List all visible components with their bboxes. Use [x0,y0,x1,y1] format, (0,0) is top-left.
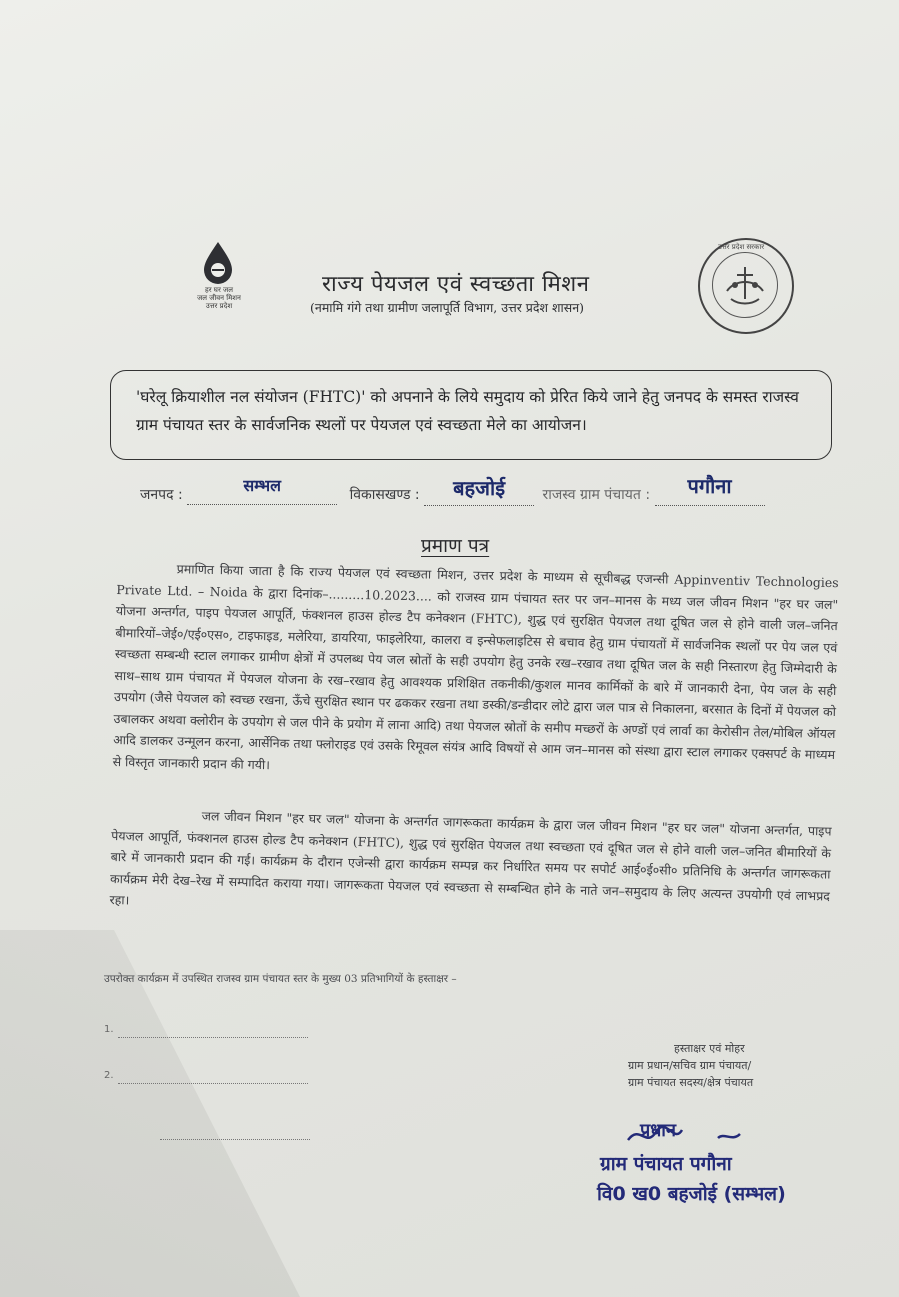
participant-signature-line-3 [160,1138,310,1140]
event-title-banner [110,370,832,460]
district-label: जनपद : [140,487,183,503]
participants-intro: उपरोक्त कार्यक्रम में उपस्थित राजस्व ग्राम पंचायत स्तर के मुख्य 03 प्रतिभागियों के हस्ताक्षर – [104,973,457,985]
participant-number-2: 2. [104,1070,114,1081]
signature-block [628,1040,828,1091]
panchayat-value: पगौना [687,474,732,498]
participant-number-1: 1. [104,1024,114,1035]
district-field [187,476,337,505]
certificate-heading: प्रमाण पत्र [421,535,490,557]
stamp-title: प्रधान [640,1120,676,1141]
signatory-roles-2: ग्राम पंचायत सदस्य/क्षेत्र पंचायत [628,1076,754,1089]
signature-caption: हस्ताक्षर एवं मोहर [674,1042,745,1055]
certificate-paragraph-2: जल जीवन मिशन "हर घर जल" योजना के अन्तर्गत जागरूकता कार्यक्रम के द्वारा जल जीवन मिशन "हर घर जल" योजना अन्तर्गत, पाइप पेयजल आपूर्ति, फंक्शनल हाउस होल्ड टैप कनेक्शन (FHTC), शुद्ध एवं सुरक्षित पेयजल तथा स्वच्छता एवं दूषित जल से होने वाली जल–जनित बीमारियों के बारे में जानकारी प्रदान की गई। कार्यक्रम के दौरान एजेन्सी द्वारा कार्यक्रम सम्पन्न कर निर्धारित समय पर सपोर्ट आई०ई०सी० प्रतिनिधि के अन्तर्गत जागरूकता कार्यक्रम मेरी देख–रेख में सम्पादित कराया गया। जागरूकता पेयजल एवं स्वच्छता से सम्बन्धित होने के नाते जन–समुदाय के लिए अत्यन्त उपयोगी एवं लाभप्रद रहा। [109,808,832,908]
panchayat-label: राजस्व ग्राम पंचायत : [542,487,651,503]
certificate-paragraph-1: प्रमाणित किया जाता है कि राज्य पेयजल एवं स्वच्छता मिशन, उत्तर प्रदेश के माध्यम से सूचीबद्ध एजन्सी Appinventiv Technologies Private Ltd. – Noida के द्वारा दिनांक–.........10.2023.... को राजस्व ग्राम पंचायत स्तर पर जन–मानस के मध्य जल जीवन मिशन "हर घर जल" योजना अन्तर्गत, पाइप पेयजल आपूर्ति, फंक्शनल हाउस होल्ड टैप कनेक्शन (FHTC), शुद्ध एवं सुरक्षित पेयजल तथा दूषित जल से होने वाली जल–जनित बीमारियों–जेई०/एई०एस०, टाइफाइड, मलेरिया, डायरिया, फाइलेरिया, कालरा व इन्सेफलाइटिस से बचाव हेतु ग्राम पंचायतों में सार्वजनिक स्थलों पर पेय जल एवं स्वच्छता सम्बन्धी स्टाल लगाकर ग्रामीण क्षेत्रों में उपलब्ध पेय जल स्रोतों के सही उपयोग हेतु उनके रख–रखाव तथा दूषित जल के सही निस्तारण हेतु जिम्मेदारी के साथ–साथ ग्राम पंचायत में पेयजल योजना के रख–रखाव हेतु आवश्यक प्रशिक्षित तकनीकी/कुशल मानव कार्मिकों के बारे में जानकारी देना, पेय जल के सही उपयोग (जैसे पेयजल को स्वच्छ रखना, ऊँचे सुरक्षित स्थान पर ढककर रखना तथा डस्की/डन्डीदार लोटे द्वारा जल पात्र से निकालना, बरसात के दिनों में पेयजल को उबालकर अथवा क्लोरीन के उपयोग से जल पीने के प्रयोग में लाना आदि) तथा पेयजल स्रोतों के समीप मच्छरों के अण्डों एवं लार्वा का केरोसीन तेल/मोबिल ऑयल आदि डालकर उन्मूलन करना, आर्सेनिक तथा फ्लोराइड एवं उसके रिमूवल संयंत्र आदि विषयों से आम जन–मानस को संस्था द्वारा स्टाल लगाकर एक्सपर्ट के माध्यम से विस्तृत जानकारी प्रदान की गयी। [112,561,839,772]
district-value: सम्भल [243,476,282,495]
block-label: विकासखण्ड : [349,487,420,503]
up-government-seal [698,238,794,334]
mission-subtitle: (नमामि गंगे तथा ग्रामीण जलापूर्ति विभाग, उत्तर प्रदेश शासन) [310,300,585,315]
har-ghar-jal-logo [188,240,250,320]
mission-title: राज्य पेयजल एवं स्वच्छता मिशन [322,272,590,297]
seal-text: उत्तर प्रदेश सरकार [718,243,765,251]
logo-caption: हर घर जल जल जीवन मिशन उत्तर प्रदेश [197,286,241,310]
stamp-block-name: वि0 ख0 बहजोई (सम्भल) [597,1183,786,1205]
panchayat-field [655,474,765,506]
location-fields [140,474,765,506]
block-value: बहजोई [453,476,506,500]
water-drop-icon [200,240,236,286]
handwritten-signature [626,1120,746,1150]
block-field [424,478,534,506]
signatory-roles-1: ग्राम प्रधान/सचिव ग्राम पंचायत/ [628,1059,752,1072]
stamp-panchayat-name: ग्राम पंचायत पगौना [600,1153,732,1175]
seal-emblem [712,252,778,318]
participant-signature-line-2 [118,1082,308,1084]
participant-signature-line-1 [118,1036,308,1038]
banner-text: 'घरेलू क्रियाशील नल संयोजन (FHTC)' को अपनाने के लिये समुदाय को प्रेरित किये जाने हेतु जनपद के समस्त राजस्व ग्राम पंचायत स्तर के सार्वजनिक स्थलों पर पेयजल एवं स्वच्छता मेले का आयोजन। [136,388,799,434]
emblem-icon [713,253,777,317]
